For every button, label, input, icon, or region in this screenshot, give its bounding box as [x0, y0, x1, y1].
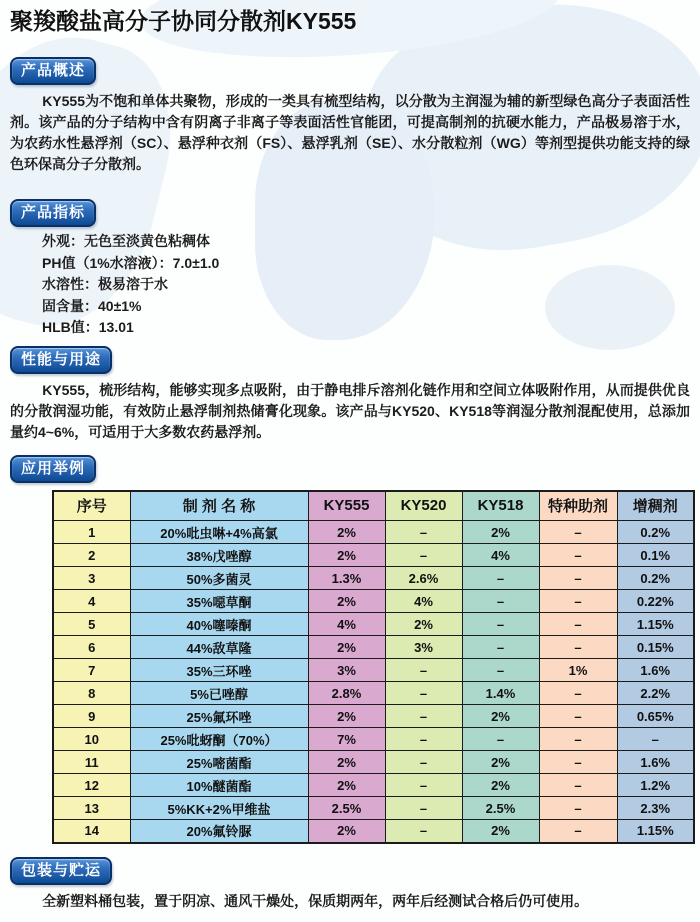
table-cell: – [539, 751, 617, 774]
table-row [53, 590, 694, 613]
table-cell: – [385, 751, 462, 774]
table-cell: – [539, 590, 617, 613]
table-cell: – [539, 728, 617, 751]
spec-list [42, 231, 690, 339]
table-cell: 1.15% [617, 820, 694, 843]
table-cell: 4% [385, 590, 462, 613]
spec-item-solubility: 水溶性：极易溶于水 [42, 276, 168, 292]
table-cell: 1.2% [617, 774, 694, 797]
table-cell: 7% [308, 728, 385, 751]
table-cell: 11 [53, 751, 130, 774]
table-cell: 1.4% [462, 682, 539, 705]
table-row [53, 705, 694, 728]
table-cell: – [385, 682, 462, 705]
table-cell: 2% [462, 820, 539, 843]
table-cell: 1.6% [617, 659, 694, 682]
spec-item-solid-content: 固含量：40±1% [42, 297, 142, 314]
table-cell: – [539, 613, 617, 636]
table-row [53, 636, 694, 659]
table-cell: 2% [462, 705, 539, 728]
table-cell: – [462, 636, 539, 659]
table-cell: 25%氟环唑 [130, 705, 308, 728]
table-cell: 2.3% [617, 797, 694, 820]
table-cell: 2% [308, 705, 385, 728]
table-cell: 40%噻嗪酮 [130, 613, 308, 636]
table-cell: 2.5% [462, 797, 539, 820]
table-cell: 0.2% [617, 521, 694, 544]
table-cell: 20%吡虫啉+4%高氯 [130, 521, 308, 544]
table-cell: – [462, 567, 539, 590]
table-row [53, 659, 694, 682]
table-cell: 6 [53, 636, 130, 659]
table-cell: 50%多菌灵 [130, 567, 308, 590]
table-cell: 0.22% [617, 590, 694, 613]
section-heading-examples: 应用举例 [10, 455, 96, 483]
table-header-cell: 制 剂 名 称 [130, 491, 308, 521]
table-cell: 1 [53, 521, 130, 544]
table-cell: 1% [539, 659, 617, 682]
table-cell: 4% [462, 544, 539, 567]
section-heading-specs: 产品指标 [10, 199, 96, 227]
table-row [53, 544, 694, 567]
table-cell: 2% [462, 751, 539, 774]
table-cell: – [617, 728, 694, 751]
table-cell: – [462, 613, 539, 636]
spec-item-appearance: 外观：无色至淡黄色粘稠体 [42, 233, 210, 249]
table-cell: 8 [53, 682, 130, 705]
table-cell: 0.2% [617, 567, 694, 590]
table-cell: 3% [385, 636, 462, 659]
table-cell: 2.2% [617, 682, 694, 705]
table-cell: 2% [308, 820, 385, 843]
table-cell: 1.6% [617, 751, 694, 774]
table-header-cell: 增稠剂 [617, 491, 694, 521]
table-cell: – [539, 636, 617, 659]
section-heading-performance: 性能与用途 [10, 346, 112, 374]
table-cell: 25%嘧菌酯 [130, 751, 308, 774]
table-row [53, 682, 694, 705]
table-cell: – [385, 797, 462, 820]
table-cell: 2% [308, 636, 385, 659]
table-cell: 0.1% [617, 544, 694, 567]
table-cell: – [462, 728, 539, 751]
table-row [53, 567, 694, 590]
section-heading-packaging: 包装与贮运 [10, 857, 112, 885]
table-cell: 2 [53, 544, 130, 567]
table-row [53, 613, 694, 636]
table-cell: 44%敌草隆 [130, 636, 308, 659]
table-cell: 4 [53, 590, 130, 613]
table-cell: – [462, 659, 539, 682]
table-row [53, 751, 694, 774]
table-row [53, 797, 694, 820]
table-cell: 25%吡蚜酮（70%） [130, 728, 308, 751]
table-cell: 13 [53, 797, 130, 820]
table-cell: 2% [308, 521, 385, 544]
table-cell: – [385, 774, 462, 797]
table-cell: – [539, 774, 617, 797]
overview-paragraph: KY555为不饱和单体共聚物，形成的一类具有梳型结构，以分散为主润湿为辅的新型绿色高分子表面活性剂。该产品的分子结构中含有阴离子非离子等表面活性官能团，可提高制剂的抗硬水能力，产品极易溶于水，为农药水性悬浮剂（SC）、悬浮种衣剂（FS）、悬浮乳剂（SE）、水分散粒剂（WG）等剂型提供功能支持的绿色环保高分子分散剂。 [10, 93, 690, 172]
application-examples-table [52, 490, 695, 844]
table-cell: 20%氟铃脲 [130, 820, 308, 843]
table-cell: 1.3% [308, 567, 385, 590]
packaging-paragraph: 全新塑料桶包装，置于阴凉、通风干燥处，保质期两年，两年后经测试合格后仍可使用。 [42, 892, 589, 909]
table-cell: 5 [53, 613, 130, 636]
table-cell: – [462, 590, 539, 613]
table-cell: 2% [308, 774, 385, 797]
table-cell: 2.8% [308, 682, 385, 705]
table-cell: 10%醚菌酯 [130, 774, 308, 797]
table-cell: – [539, 820, 617, 843]
table-row [53, 728, 694, 751]
table-header-cell: KY555 [308, 491, 385, 521]
table-row [53, 820, 694, 843]
table-cell: 14 [53, 820, 130, 843]
table-cell: – [385, 728, 462, 751]
table-cell: 1.15% [617, 613, 694, 636]
page-title: 聚羧酸盐高分子协同分散剂KY555 [10, 8, 357, 34]
table-cell: – [539, 682, 617, 705]
table-cell: 38%戊唑醇 [130, 544, 308, 567]
table-cell: – [385, 544, 462, 567]
table-cell: 35%三环唑 [130, 659, 308, 682]
table-row [53, 491, 694, 521]
table-cell: – [539, 544, 617, 567]
table-cell: 2% [462, 774, 539, 797]
table-cell: 2.5% [308, 797, 385, 820]
table-cell: – [385, 521, 462, 544]
table-header-cell: KY520 [385, 491, 462, 521]
table-cell: – [539, 567, 617, 590]
table-cell: 12 [53, 774, 130, 797]
table-cell: 7 [53, 659, 130, 682]
table-cell: 2% [385, 613, 462, 636]
table-cell: – [539, 521, 617, 544]
table-cell: – [385, 659, 462, 682]
table-cell: 9 [53, 705, 130, 728]
table-cell: 3% [308, 659, 385, 682]
table-cell: 4% [308, 613, 385, 636]
table-body [53, 521, 694, 843]
table-cell: 2.6% [385, 567, 462, 590]
table-header-row [53, 491, 694, 521]
table-cell: 10 [53, 728, 130, 751]
spec-item-ph: PH值（1%水溶液）：7.0±1.0 [42, 254, 220, 271]
spec-item-hlb: HLB值：13.01 [42, 319, 134, 335]
table-cell: 0.15% [617, 636, 694, 659]
section-heading-overview: 产品概述 [10, 57, 96, 85]
table-cell: 2% [308, 544, 385, 567]
table-header-cell: 特种助剂 [539, 491, 617, 521]
table-cell: 35%噁草酮 [130, 590, 308, 613]
table-row [53, 521, 694, 544]
table-cell: 2% [462, 521, 539, 544]
table-cell: 2% [308, 590, 385, 613]
table-cell: 5%KK+2%甲维盐 [130, 797, 308, 820]
table-cell: – [385, 820, 462, 843]
table-header-cell: 序号 [53, 491, 130, 521]
table-cell: 0.65% [617, 705, 694, 728]
table-cell: – [539, 705, 617, 728]
table-cell: – [385, 705, 462, 728]
table-cell: – [539, 797, 617, 820]
table-row [53, 774, 694, 797]
table-cell: 5%已唑醇 [130, 682, 308, 705]
table-header-cell: KY518 [462, 491, 539, 521]
table-cell: 3 [53, 567, 130, 590]
performance-paragraph: KY555，梳形结构，能够实现多点吸附，由于静电排斥溶剂化链作用和空间立体吸附作用，从而提供优良的分散润湿功能，有效防止悬浮制剂热储膏化现象。该产品与KY520、KY518等润湿分散剂混配使用，总添加量约4~6%，可适用于大多数农药悬浮剂。 [10, 381, 690, 440]
table-cell: 2% [308, 751, 385, 774]
